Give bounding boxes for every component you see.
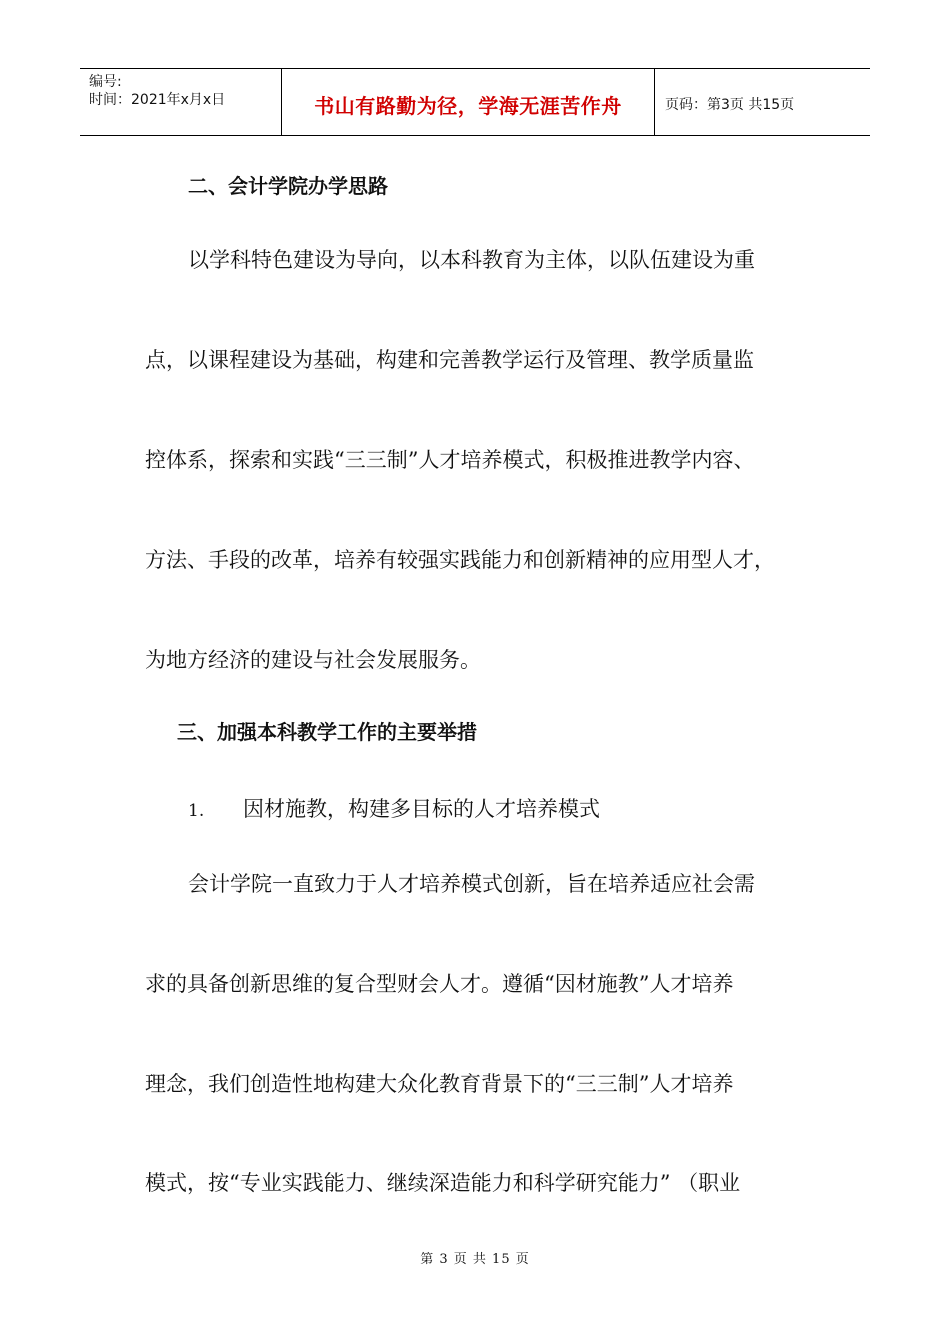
paragraph-line: 求的具备创新思维的复合型财会人才。遵循“因材施教”人才培养	[145, 972, 734, 996]
page-header	[80, 68, 870, 136]
header-motto-cell	[282, 69, 655, 135]
header-meta	[80, 69, 282, 135]
page-info-text: 页码：第3页 共15页	[665, 97, 795, 113]
paragraph-line: 以学科特色建设为导向，以本科教育为主体，以队伍建设为重	[188, 248, 755, 272]
header-page-info	[655, 69, 870, 135]
paragraph-line: 会计学院一直致力于人才培养模式创新，旨在培养适应社会需	[188, 872, 755, 896]
paragraph-line: 方法、手段的改革，培养有较强实践能力和创新精神的应用型人才，	[145, 548, 775, 572]
page-footer: 第 3 页 共 15 页	[420, 1252, 530, 1267]
paragraph-line: 理念，我们创造性地构建大众化教育背景下的“三三制”人才培养	[145, 1072, 734, 1096]
motto: 书山有路勤为径，学海无涯苦作舟	[314, 93, 622, 118]
paragraph-line: 模式，按“专业实践能力、继续深造能力和科学研究能力” （职业	[145, 1171, 741, 1195]
section-heading-2: 二、会计学院办学思路	[188, 174, 388, 198]
list-item-1	[188, 799, 600, 820]
list-item-number: 1.	[188, 801, 205, 821]
list-item-title: 因材施教，构建多目标的人才培养模式	[243, 797, 600, 821]
paragraph-line: 点，以课程建设为基础，构建和完善教学运行及管理、教学质量监	[145, 348, 754, 372]
section-heading-3: 三、加强本科教学工作的主要举措	[177, 720, 477, 744]
paragraph-line: 控体系，探索和实践“三三制”人才培养模式，积极推进教学内容、	[145, 448, 755, 472]
paragraph-line: 为地方经济的建设与社会发展服务。	[145, 648, 481, 672]
document-time: 时间：2021年x月x日	[89, 92, 226, 108]
document-number: 编号:	[89, 74, 122, 90]
